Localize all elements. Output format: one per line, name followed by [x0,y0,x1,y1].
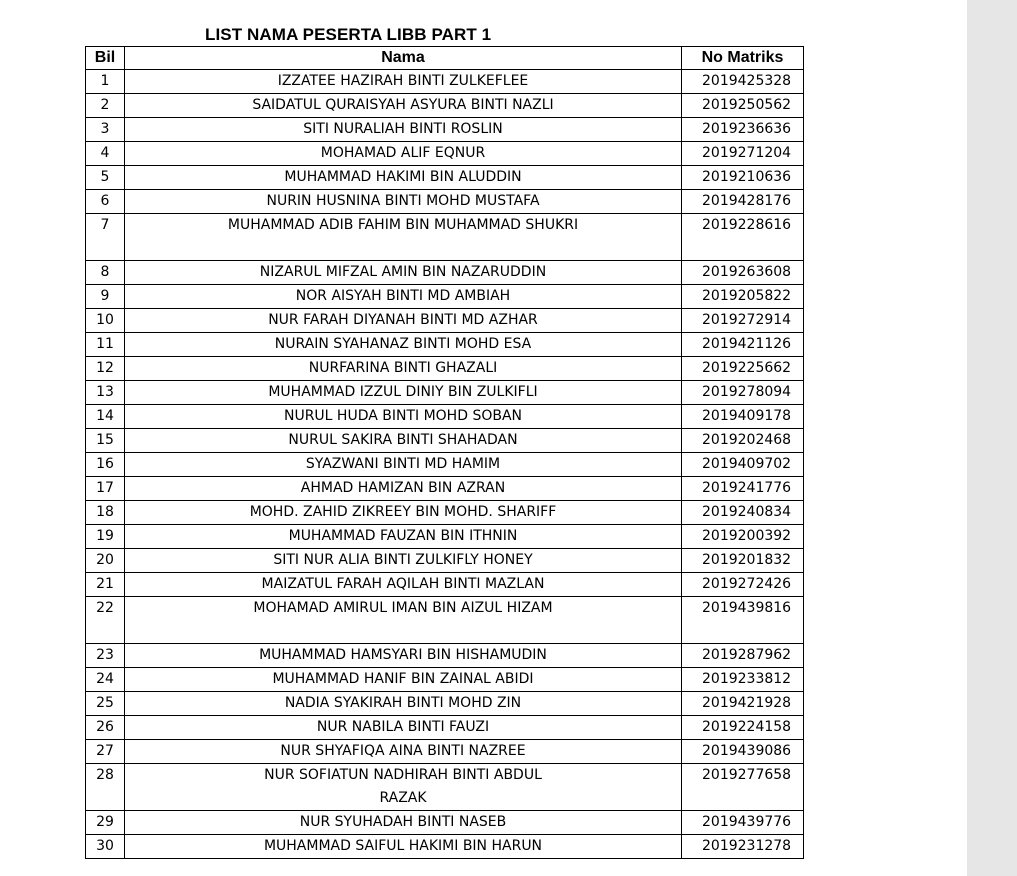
nama-text: MUHAMMAD HAMSYARI BIN HISHAMUDIN [259,647,547,663]
table-row [86,644,804,668]
matriks-cell: 2019421928 [682,692,804,716]
matriks-cell: 2019201832 [682,549,804,573]
table-row [86,573,804,597]
table-row [86,357,804,381]
table-row [86,453,804,477]
nama-text: MUHAMMAD SAIFUL HAKIMI BIN HARUN [263,838,543,854]
matriks-cell: 2019277658 [682,764,804,811]
matriks-cell: 2019233812 [682,668,804,692]
matriks-cell: 2019272426 [682,573,804,597]
nama-text: SITI NUR ALIA BINTI ZULKIFLY HONEY [273,552,533,568]
table-row [86,740,804,764]
table-row [86,477,804,501]
table-row [86,261,804,285]
nama-text: MUHAMMAD ADIB FAHIM BIN MUHAMMAD SHUKRI [227,217,579,233]
nama-cell [125,261,682,285]
nama-text: MAIZATUL FARAH AQILAH BINTI MAZLAN [261,576,545,592]
bil-cell: 12 [86,357,125,381]
matriks-cell: 2019225662 [682,357,804,381]
bil-cell: 20 [86,549,125,573]
bil-cell: 11 [86,333,125,357]
table-row [86,549,804,573]
nama-cell [125,453,682,477]
nama-cell [125,668,682,692]
table-row [86,333,804,357]
nama-cell [125,716,682,740]
nama-cell [125,285,682,309]
bil-cell: 17 [86,477,125,501]
bil-cell: 28 [86,764,125,811]
matriks-cell: 2019439776 [682,811,804,835]
nama-text: NADIA SYAKIRAH BINTI MOHD ZIN [284,695,522,711]
nama-text: MUHAMMAD IZZUL DINIY BIN ZULKIFLI [268,384,538,400]
table-row [86,525,804,549]
nama-text: MUHAMMAD HAKIMI BIN ALUDDIN [284,169,522,185]
nama-cell [125,166,682,190]
header-nama: Nama [125,47,682,70]
table-row [86,405,804,429]
bil-cell: 23 [86,644,125,668]
table-row [86,118,804,142]
side-panel [967,0,1017,876]
nama-cell [125,118,682,142]
matriks-cell: 2019231278 [682,835,804,859]
table-row [86,811,804,835]
nama-text: NUR FARAH DIYANAH BINTI MD AZHAR [268,312,538,328]
nama-cell [125,835,682,859]
nama-text: MOHAMAD ALIF EQNUR [320,145,486,161]
nama-cell [125,549,682,573]
bil-cell: 4 [86,142,125,166]
table-row [86,429,804,453]
nama-text: NURUL SAKIRA BINTI SHAHADAN [288,432,518,448]
bil-cell: 3 [86,118,125,142]
bil-cell: 26 [86,716,125,740]
nama-text: NUR SHYAFIQA AINA BINTI NAZREE [280,743,526,759]
bil-cell: 29 [86,811,125,835]
bil-cell: 1 [86,70,125,94]
nama-cell [125,811,682,835]
matriks-cell: 2019439816 [682,597,804,644]
table-row [86,668,804,692]
table-row [86,214,804,261]
bil-cell: 9 [86,285,125,309]
nama-cell [125,309,682,333]
table-row [86,285,804,309]
nama-cell [125,190,682,214]
bil-cell: 27 [86,740,125,764]
matriks-cell: 2019439086 [682,740,804,764]
matriks-cell: 2019250562 [682,94,804,118]
nama-text: MOHD. ZAHID ZIKREEY BIN MOHD. SHARIFF [249,504,557,520]
bil-cell: 30 [86,835,125,859]
nama-cell [125,573,682,597]
bil-cell: 5 [86,166,125,190]
table-header-row [86,47,804,70]
nama-cell [125,333,682,357]
nama-cell [125,764,682,811]
table-row [86,501,804,525]
nama-text: NURFARINA BINTI GHAZALI [308,360,498,376]
matriks-cell: 2019287962 [682,644,804,668]
nama-text: IZZATEE HAZIRAH BINTI ZULKEFLEE [277,73,529,89]
nama-text: SYAZWANI BINTI MD HAMIM [305,456,501,472]
matriks-cell: 2019241776 [682,477,804,501]
bil-cell: 18 [86,501,125,525]
nama-text: NURAIN SYAHANAZ BINTI MOHD ESA [274,336,532,352]
nama-cell [125,381,682,405]
nama-cell [125,525,682,549]
table-row [86,142,804,166]
bil-cell: 15 [86,429,125,453]
bil-cell: 2 [86,94,125,118]
bil-cell: 19 [86,525,125,549]
nama-text: NURIN HUSNINA BINTI MOHD MUSTAFA [266,193,540,209]
table-row [86,764,804,811]
bil-cell: 25 [86,692,125,716]
matriks-cell: 2019240834 [682,501,804,525]
table-row [86,692,804,716]
matriks-cell: 2019271204 [682,142,804,166]
matriks-cell: 2019263608 [682,261,804,285]
nama-cell [125,644,682,668]
bil-cell: 13 [86,381,125,405]
nama-text: MUHAMMAD FAUZAN BIN ITHNIN [288,528,518,544]
participant-table [85,46,804,859]
matriks-cell: 2019236636 [682,118,804,142]
bil-cell: 6 [86,190,125,214]
bil-cell: 22 [86,597,125,644]
table-row [86,835,804,859]
bil-cell: 24 [86,668,125,692]
matriks-cell: 2019409702 [682,453,804,477]
nama-text: MOHAMAD AMIRUL IMAN BIN AIZUL HIZAM [253,600,553,616]
matriks-cell: 2019228616 [682,214,804,261]
header-bil: Bil [86,47,125,70]
nama-cell [125,70,682,94]
nama-cell [125,429,682,453]
nama-text: NIZARUL MIFZAL AMIN BIN NAZARUDDIN [259,264,547,280]
nama-text: NUR NABILA BINTI FAUZI [316,719,490,735]
nama-cell [125,501,682,525]
nama-cell [125,357,682,381]
table-row [86,716,804,740]
nama-text: NUR SOFIATUN NADHIRAH BINTI ABDUL RAZAK [264,767,542,806]
bil-cell: 14 [86,405,125,429]
matriks-cell: 2019224158 [682,716,804,740]
matriks-cell: 2019210636 [682,166,804,190]
matriks-cell: 2019272914 [682,309,804,333]
nama-text: SITI NURALIAH BINTI ROSLIN [303,121,503,137]
matriks-cell: 2019428176 [682,190,804,214]
matriks-cell: 2019425328 [682,70,804,94]
nama-text: NURUL HUDA BINTI MOHD SOBAN [283,408,523,424]
nama-cell [125,477,682,501]
table-row [86,70,804,94]
nama-cell [125,214,682,261]
table-row [86,94,804,118]
nama-cell [125,94,682,118]
matriks-cell: 2019278094 [682,381,804,405]
page-title: LIST NAMA PESERTA LIBB PART 1 [205,25,492,44]
matriks-cell: 2019421126 [682,333,804,357]
nama-cell [125,597,682,644]
nama-cell [125,142,682,166]
bil-cell: 7 [86,214,125,261]
nama-text: SAIDATUL QURAISYAH ASYURA BINTI NAZLI [252,97,554,113]
bil-cell: 10 [86,309,125,333]
bil-cell: 21 [86,573,125,597]
nama-cell [125,405,682,429]
nama-cell [125,740,682,764]
matriks-cell: 2019202468 [682,429,804,453]
table-row [86,166,804,190]
matriks-cell: 2019200392 [682,525,804,549]
table-row [86,597,804,644]
nama-text: MUHAMMAD HANIF BIN ZAINAL ABIDI [272,671,534,687]
bil-cell: 8 [86,261,125,285]
table-row [86,190,804,214]
matriks-cell: 2019205822 [682,285,804,309]
nama-text: NOR AISYAH BINTI MD AMBIAH [295,288,511,304]
nama-text: AHMAD HAMIZAN BIN AZRAN [300,480,506,496]
table-row [86,381,804,405]
table-row [86,309,804,333]
header-no-matriks: No Matriks [682,47,804,70]
matriks-cell: 2019409178 [682,405,804,429]
bil-cell: 16 [86,453,125,477]
nama-text: NUR SYUHADAH BINTI NASEB [299,814,507,830]
nama-cell [125,692,682,716]
